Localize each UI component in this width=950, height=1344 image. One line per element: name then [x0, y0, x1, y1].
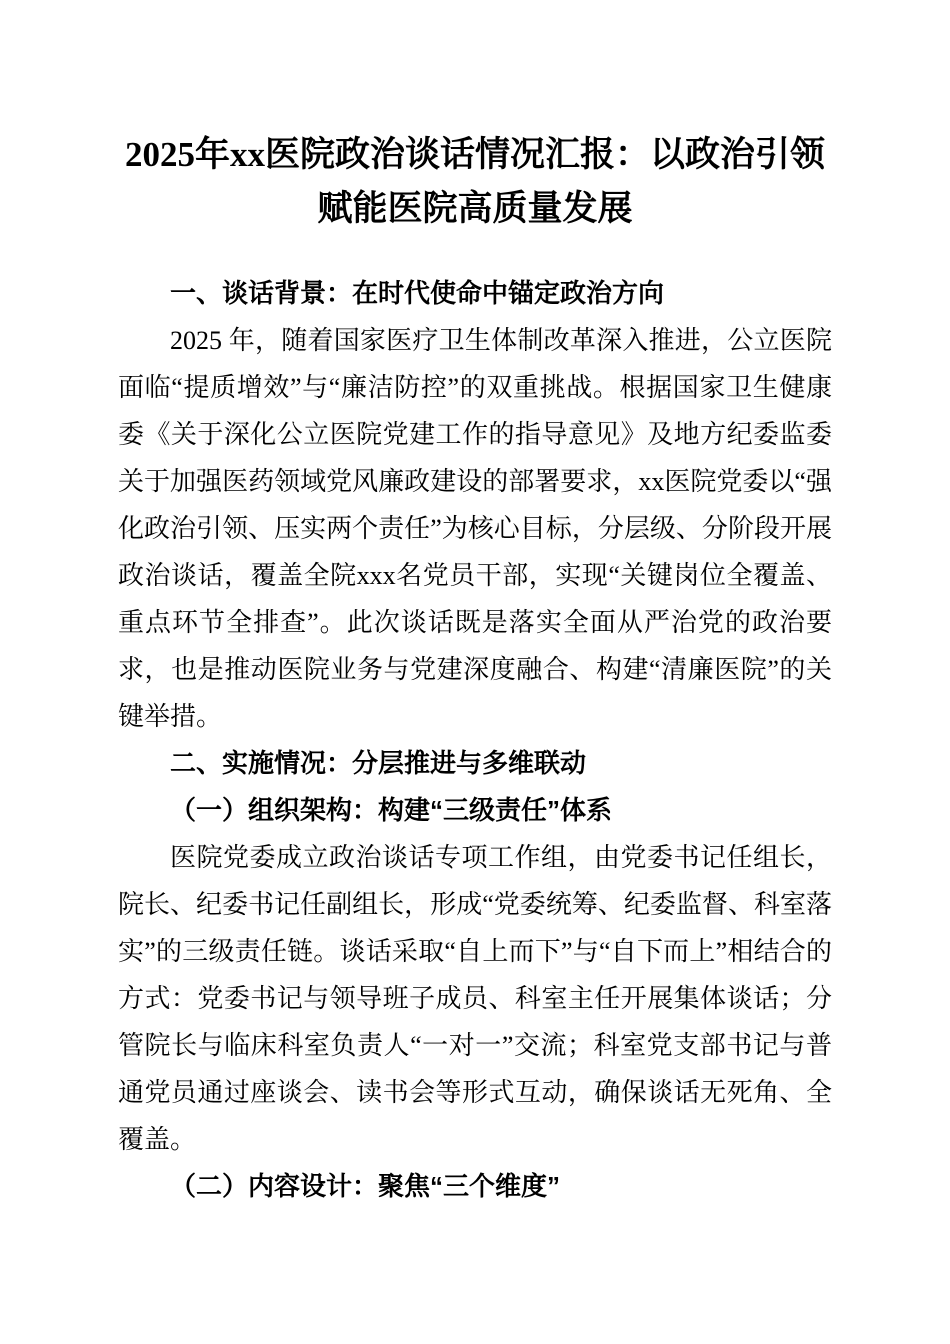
document-title: 2025年xx医院政治谈话情况汇报：以政治引领赋能医院高质量发展	[124, 135, 825, 228]
section1-paragraph: 2025 年，随着国家医疗卫生体制改革深入推进，公立医院面临“提质增效”与“廉洁防控”的双重挑战。根据国家卫生健康委《关于深化公立医院党建工作的指导意见》及地方纪委监委关于加强医药领域党风廉政建设的部署要求，xx医院党委以“强化政治引领、压实两个责任”为核心目标，分层级、分阶段开展政治谈话，覆盖全院xxx名党员干部，实现“关键岗位全覆盖、重点环节全排查”。此次谈话既是落实全面从严治党的政治要求，也是推动医院业务与党建深度融合、构建“清廉医院”的关键举措。	[118, 326, 832, 731]
section2-sub2-heading: （二）内容设计：聚焦“三个维度”	[170, 1171, 561, 1201]
section2-heading: 二、实施情况：分层推进与多维联动	[170, 748, 587, 778]
section2-sub1-paragraph: 医院党委成立政治谈话专项工作组，由党委书记任组长，院长、纪委书记任副组长，形成“党委统筹、纪委监督、科室落实”的三级责任链。谈话采取“自上而下”与“自下而上”相结合的方式：党委书记与领导班子成员、科室主任开展集体谈话；分管院长与临床科室负责人“一对一”交流；科室党支部书记与普通党员通过座谈会、读书会等形式互动，确保谈话无死角、全覆盖。	[118, 843, 832, 1154]
section1-heading: 一、谈话背景：在时代使命中锚定政治方向	[170, 278, 665, 308]
section2-sub1-heading: （一）组织架构：构建“三级责任”体系	[170, 795, 613, 825]
